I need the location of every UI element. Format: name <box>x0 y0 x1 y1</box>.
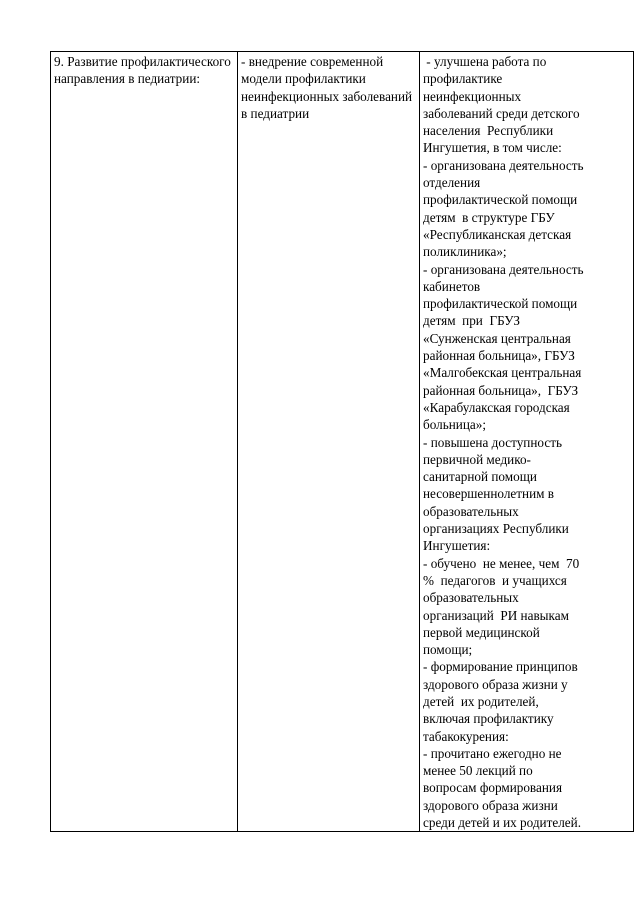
results-line: вопросам формирования <box>423 780 563 796</box>
results-line: поликлиника»; <box>423 244 507 260</box>
results-line: организаций РИ навыкам <box>423 607 569 623</box>
results-line: - прочитано ежегодно не <box>423 745 562 761</box>
results-line: здорового образа жизни у <box>423 676 568 692</box>
results-line: детям в структуре ГБУ <box>423 209 555 225</box>
direction-text: 9. Развитие профилактического направления в педиатрии: <box>54 54 235 87</box>
results-cell <box>420 52 634 832</box>
results-line: включая профилактику <box>423 711 554 727</box>
results-line: районная больница», ГБУЗ <box>423 382 579 398</box>
results-line: кабинетов <box>423 278 481 294</box>
results-line: больница»; <box>423 417 487 433</box>
results-line: здорового образа жизни <box>423 797 558 813</box>
direction-cell <box>51 52 238 832</box>
results-line: санитарной помощи <box>423 469 537 485</box>
results-line: отделения <box>423 175 481 191</box>
results-line: детей их родителей, <box>423 693 539 709</box>
results-line: табакокурения: <box>423 728 509 744</box>
results-line: - организована деятельность <box>423 157 584 173</box>
results-line: профилактической помощи <box>423 296 578 312</box>
measures-table <box>50 51 634 832</box>
results-line: Ингушетия, в том числе: <box>423 140 562 156</box>
results-line: профилактической помощи <box>423 192 578 208</box>
results-line: несовершеннолетним в <box>423 486 555 502</box>
results-line: первичной медико- <box>423 451 531 467</box>
results-line: помощи; <box>423 642 473 658</box>
results-line: заболеваний среди детского <box>423 105 580 121</box>
results-line: - формирование принципов <box>423 659 578 675</box>
results-text <box>423 53 631 831</box>
results-line: профилактике <box>423 71 503 87</box>
results-line: «Карабулакская городская <box>423 399 570 415</box>
results-line: районная больница», ГБУЗ <box>423 348 575 364</box>
results-line: - повышена доступность <box>423 434 562 450</box>
results-line: Ингушетия: <box>423 538 491 554</box>
results-line: образовательных <box>423 503 519 519</box>
results-line: первой медицинской <box>423 624 540 640</box>
measure-cell <box>238 52 420 832</box>
results-line: менее 50 лекций по <box>423 763 533 779</box>
measure-text: - внедрение современной модели профилактики неинфекционных заболеваний в педиатрии <box>241 54 416 121</box>
results-line: % педагогов и учащихся <box>423 572 567 588</box>
results-line: неинфекционных <box>423 88 522 104</box>
results-line: населения Республики <box>423 123 554 139</box>
results-line: - улучшена работа по <box>423 54 547 69</box>
results-line: среди детей и их родителей. <box>423 815 582 831</box>
results-line: «Республиканская детская <box>423 226 572 242</box>
results-line: детям при ГБУЗ <box>423 313 520 329</box>
results-line: «Сунженская центральная <box>423 330 571 346</box>
table-row <box>51 52 634 832</box>
results-line: - обучено не менее, чем 70 <box>423 555 580 571</box>
results-line: образовательных <box>423 590 519 606</box>
results-line: «Малгобекская центральная <box>423 365 582 381</box>
results-line: организациях Республики <box>423 521 569 537</box>
results-line: - организована деятельность <box>423 261 584 277</box>
